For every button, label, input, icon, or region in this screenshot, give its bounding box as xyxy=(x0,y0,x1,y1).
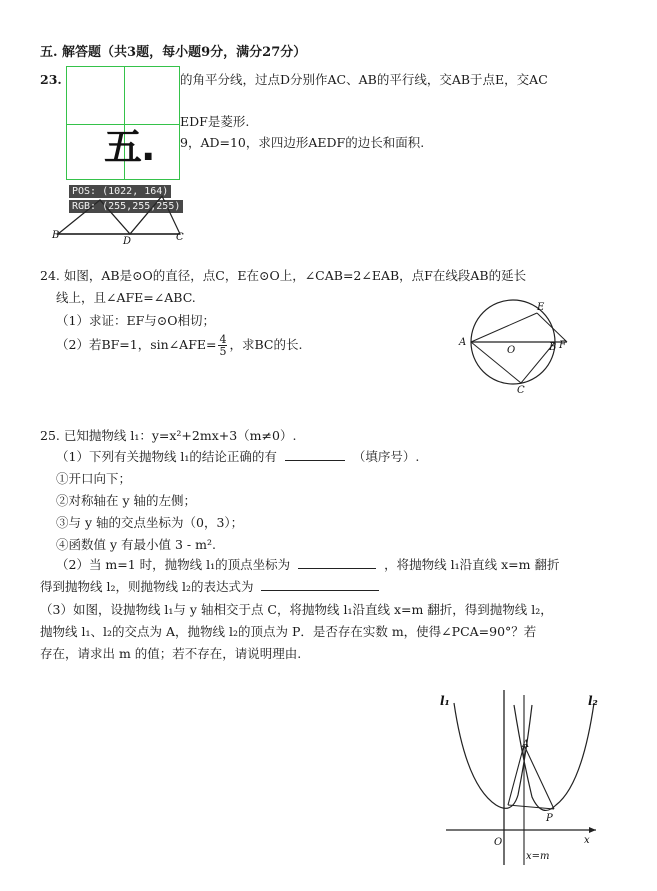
q24-label-f: F xyxy=(559,340,566,351)
label-p: P xyxy=(546,813,553,824)
q25-part1-prefix: （1）下列有关抛物线 l₁的结论正确的有 xyxy=(56,449,277,464)
rgb-readout: RGB: (255,255,255) xyxy=(69,200,183,213)
q24-label-b: B xyxy=(549,342,557,353)
q24-figure xyxy=(455,290,585,400)
pos-readout: POS: (1022, 164) xyxy=(69,185,171,198)
q25-option-1: ①开口向下； xyxy=(56,471,132,486)
q25-text-line1: 25. 已知抛物线 l₁：y=x²+2mx+3（m≠0）. xyxy=(40,428,297,443)
q25-vertex-blank[interactable] xyxy=(298,557,376,569)
q25-part2-prefix: （2）当 m=1 时，抛物线 l₁的顶点坐标为 xyxy=(56,557,291,572)
q25-part2-line2 xyxy=(40,579,379,595)
section-title: 五. 解答题（共3题，每小题9分，满分27分） xyxy=(40,45,307,60)
q25-expression-blank[interactable] xyxy=(261,579,379,591)
q24-text-line2: 线上，且∠AFE=∠ABC. xyxy=(56,290,196,305)
q25-part1-blank[interactable] xyxy=(285,449,345,461)
q23-label-b: B xyxy=(52,230,60,241)
q25-part3-line2: 抛物线 l₁、l₂的交点为 A，抛物线 l₂的顶点为 P．是否存在实数 m，使得∠PCA=90°？若 xyxy=(40,624,537,639)
q23-label-d: D xyxy=(123,236,132,247)
q25-part1-suffix: （填序号）. xyxy=(352,449,420,464)
q23-number: 23. xyxy=(40,72,62,87)
q25-part2-line2-text: 得到抛物线 l₂，则抛物线 l₂的表达式为 xyxy=(40,579,254,594)
q25-option-2: ②对称轴在 y 轴的左侧； xyxy=(56,493,197,508)
q25-option-3: ③与 y 轴的交点坐标为（0，3）； xyxy=(56,515,244,530)
q23-text-line3: 9，AD=10，求四边形AEDF的边长和面积. xyxy=(180,135,425,150)
q23-text-line2: EDF是菱形. xyxy=(180,114,250,129)
label-o: O xyxy=(494,837,503,848)
q25-option-4: ④函数值 y 有最小值 3 - m². xyxy=(56,537,216,552)
parabola-l1 xyxy=(454,703,532,808)
q23-label-c: C xyxy=(176,232,184,243)
label-x-equals-m: x=m xyxy=(526,851,550,862)
magnified-text: 五. xyxy=(104,125,155,169)
label-l1: l₁ xyxy=(440,694,450,708)
q24-part1: （1）求证：EF与⊙O相切； xyxy=(56,313,215,328)
q24-label-e: E xyxy=(537,302,545,313)
q24-label-a: A xyxy=(459,337,467,348)
q23-text-line1: 的角平分线，过点D分别作AC、AB的平行线，交AB于点E，交AC xyxy=(180,72,548,87)
q24-label-c: C xyxy=(517,385,525,396)
q24-frac-den: 5 xyxy=(219,345,227,358)
q24-label-o: O xyxy=(507,345,516,356)
q25-part1 xyxy=(56,449,419,465)
q25-part2-line1 xyxy=(56,557,559,573)
q24-part2-prefix: （2）若BF=1，sin∠AFE= xyxy=(56,337,217,352)
q24-part2 xyxy=(56,333,302,357)
q25-part2-suffix: ，将抛物线 l₁沿直线 x=m 翻折 xyxy=(384,557,560,572)
label-l2: l₂ xyxy=(588,694,598,708)
q24-fraction xyxy=(218,334,227,357)
q24-part2-suffix: ，求BC的长. xyxy=(229,337,303,352)
label-x: x xyxy=(584,835,590,846)
q24-frac-num: 4 xyxy=(219,333,227,346)
label-a: A xyxy=(522,739,530,750)
q24-text-line1: 24. 如图，AB是⊙O的直径，点C，E在⊙O上，∠CAB=2∠EAB，点F在线段AB的延长 xyxy=(40,268,527,283)
q25-part3-line1: （3）如图，设抛物线 l₁与 y 轴相交于点 C，将抛物线 l₁沿直线 x=m 翻折，得到抛物线 l₂， xyxy=(40,602,553,617)
parabola-l2 xyxy=(514,703,594,810)
q25-part3-line3: 存在，请求出 m 的值；若不存在，请说明理由. xyxy=(40,646,302,661)
q25-figure xyxy=(436,685,611,870)
